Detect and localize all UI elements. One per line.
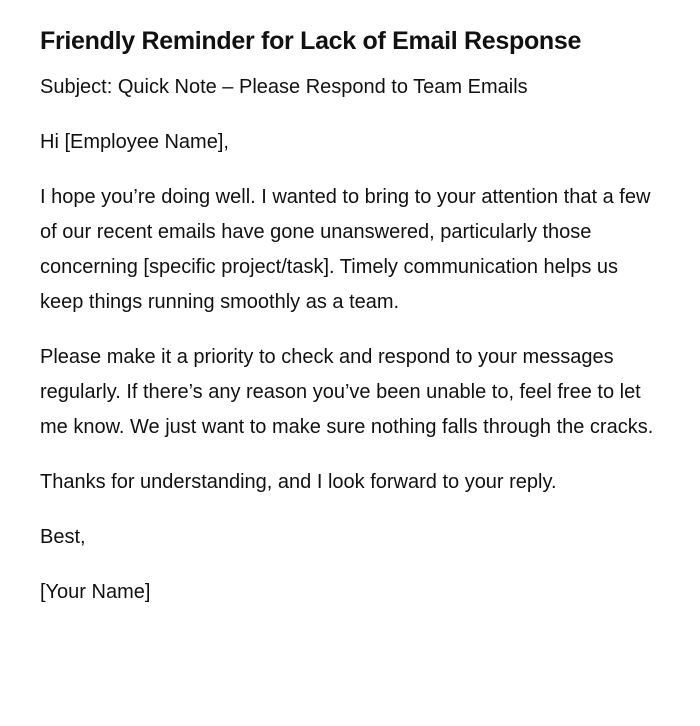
body-paragraph-1: I hope you’re doing well. I wanted to bring to your attention that a few of our recent emails have gone unanswered, particularly those concerning [specific project/task]. Timely communication helps us keep things running smoothly as a team.: [40, 186, 651, 313]
document-title: Friendly Reminder for Lack of Email Response: [40, 27, 582, 55]
body-paragraph-3: Thanks for understanding, and I look forward to your reply.: [40, 471, 557, 493]
body-paragraph-2: Please make it a priority to check and respond to your messages regularly. If there’s any reason you’ve been unable to, feel free to let me know. We just want to make sure nothing falls through the cracks.: [40, 346, 654, 438]
greeting: Hi [Employee Name],: [40, 131, 229, 153]
signature: [Your Name]: [40, 581, 151, 603]
email-subject: Subject: Quick Note – Please Respond to Team Emails: [40, 76, 528, 98]
closing: Best,: [40, 526, 86, 548]
